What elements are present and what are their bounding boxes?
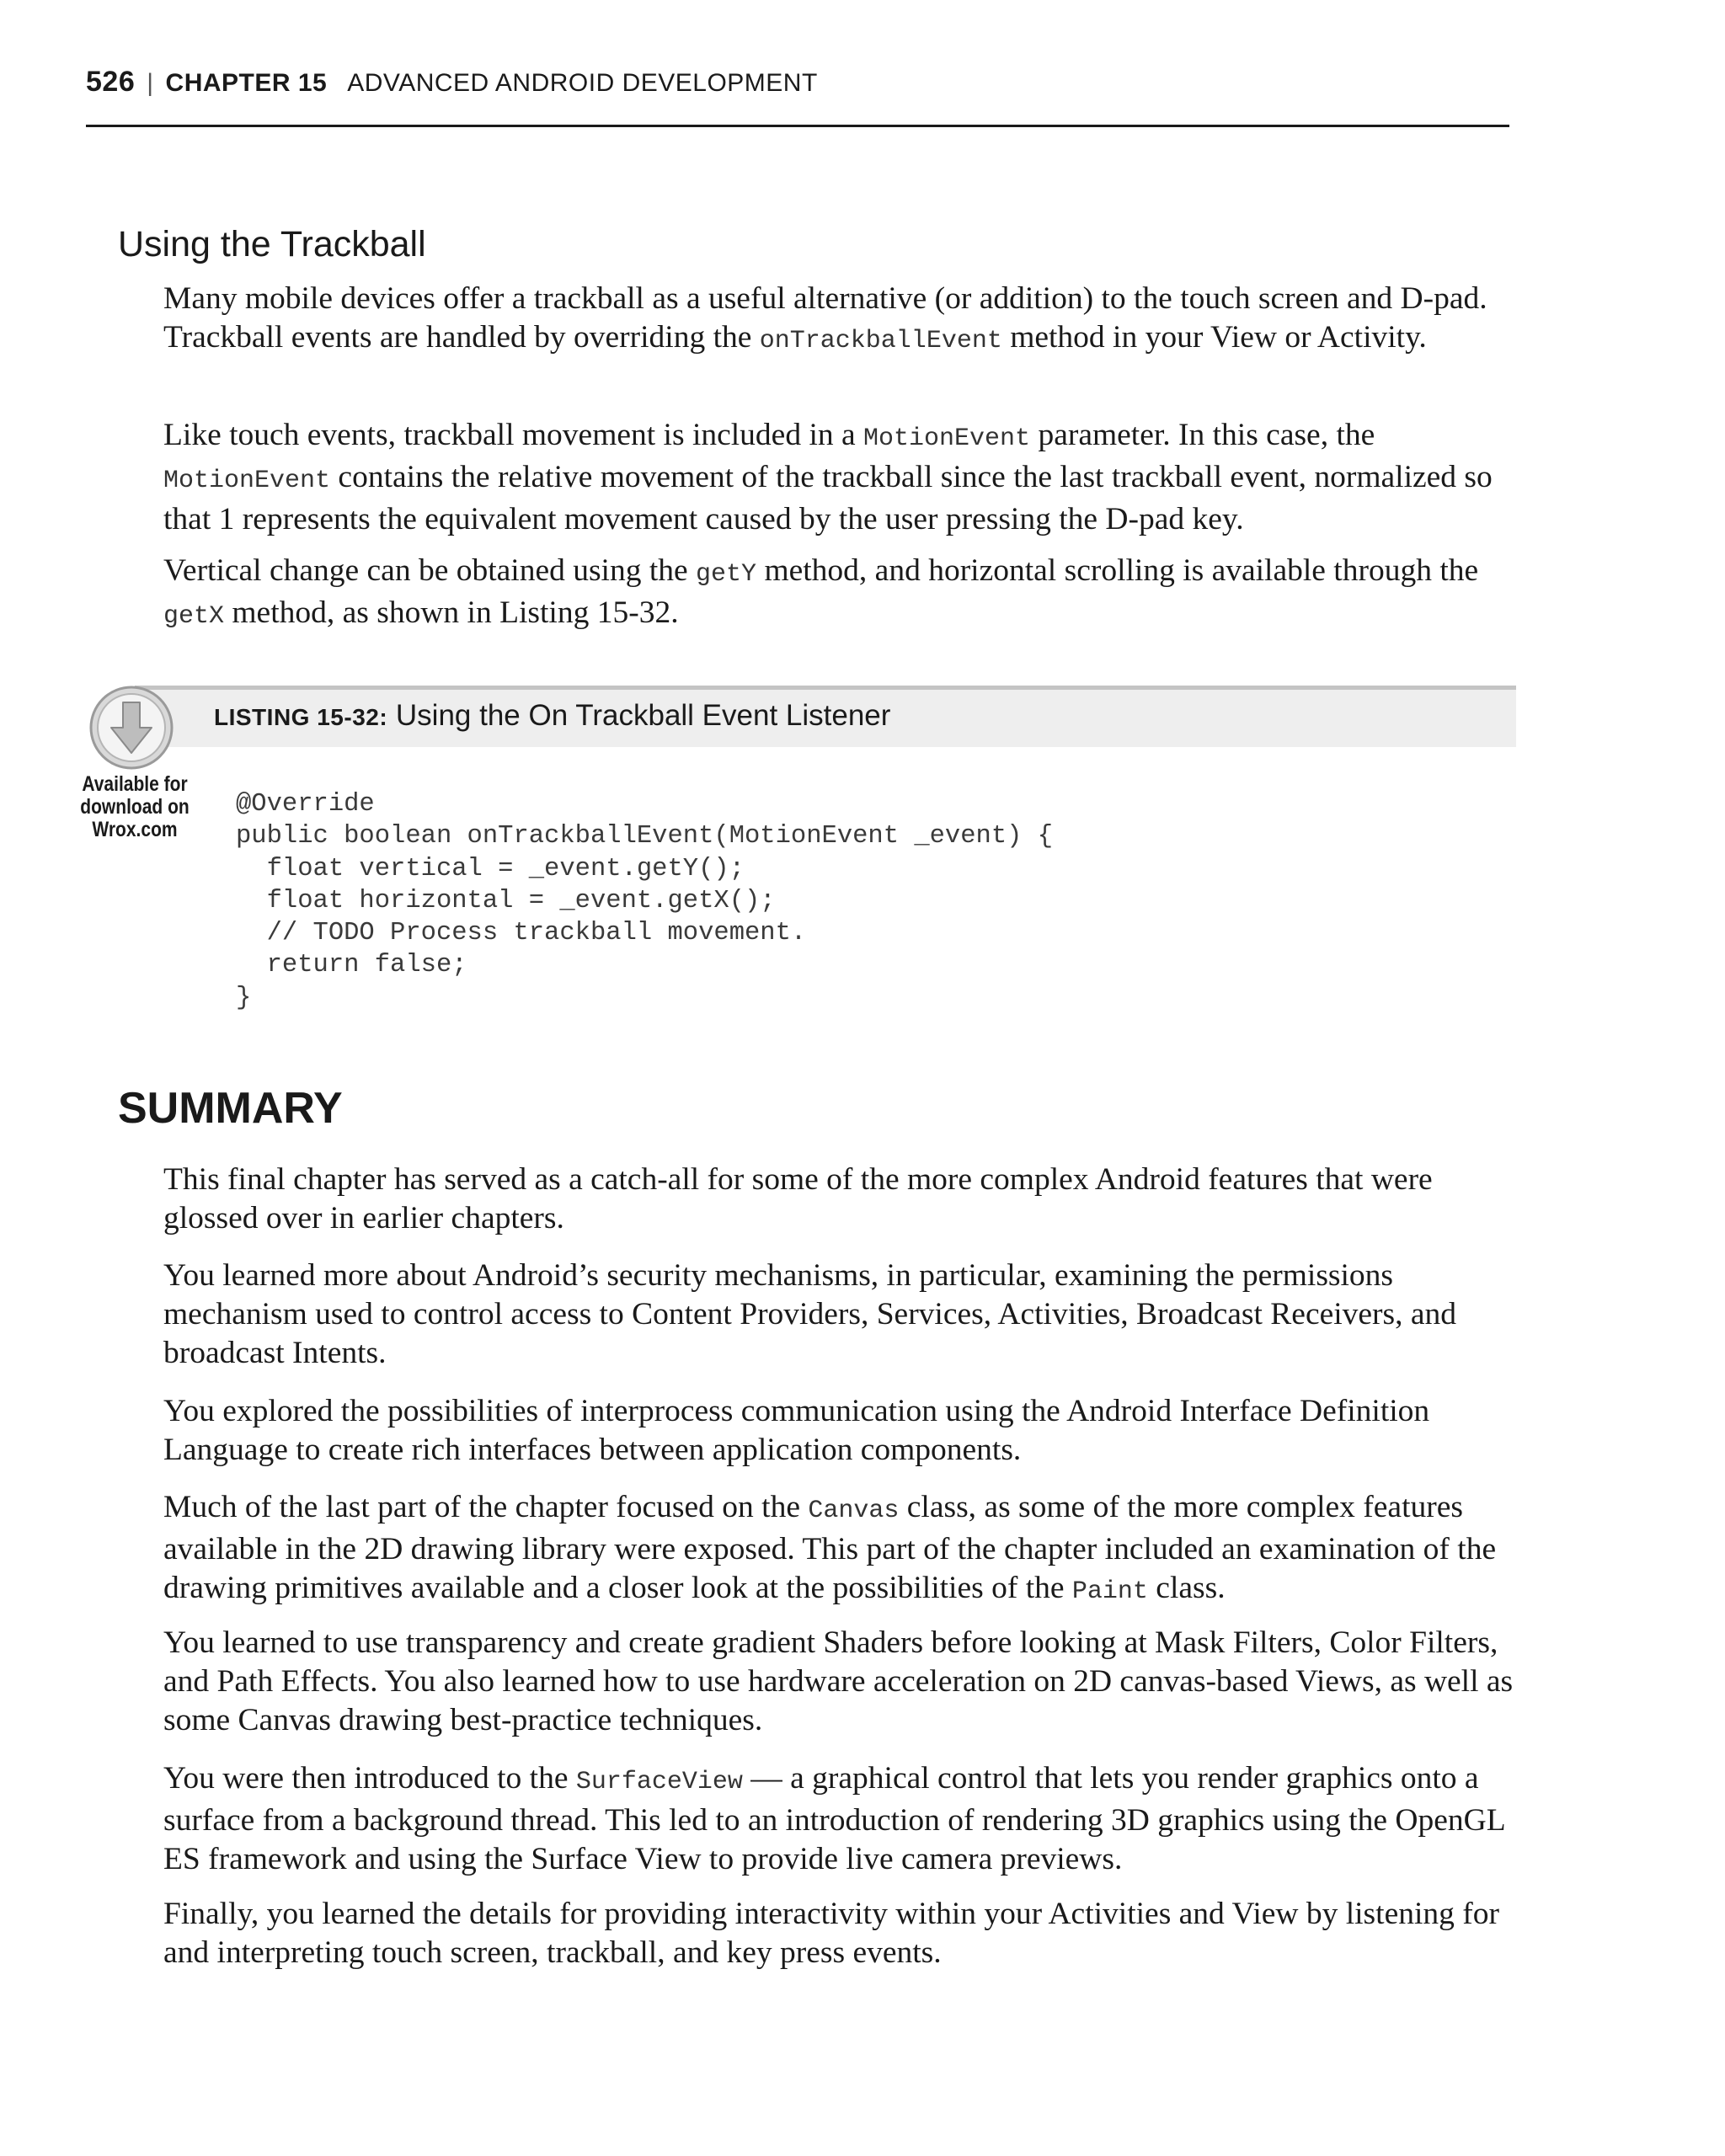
header-rule	[86, 125, 1509, 127]
paragraph: Like touch events, trackball movement is included in a MotionEvent parameter. In this case, the MotionEvent contains the relative movement of the trackball since the last trackball event, normalized so that 1 represents the equivalent movement caused by the user pressing the D-pad key.	[163, 418, 1493, 536]
inline-code: getY	[696, 560, 757, 589]
download-caption[interactable]: Available for download on Wrox.com	[80, 772, 190, 841]
paragraph: Much of the last part of the chapter focused on the Canvas class, as some of the more complex features available in the 2D drawing library were exposed. This part of the chapter included an examination of the drawing primitives available and a closer look at the possibilities of the Paint class.	[163, 1490, 1497, 1606]
inline-code: getX	[163, 602, 225, 631]
paragraph: Many mobile devices offer a trackball as a useful alternative (or addition) to the touch screen and D-pad. Trackball events are handled by overriding the onTrackballEvent method in your View or Activity.	[163, 281, 1487, 355]
running-header	[86, 66, 818, 99]
paragraph: You learned more about Android’s security mechanisms, in particular, examining the permissions mechanism used to control access to Content Providers, Services, Activities, Broadcast Receivers, and broadcast Intents.	[163, 1258, 1457, 1370]
paragraph: This final chapter has served as a catch-all for some of the more complex Android features that were glossed over in earlier chapters.	[163, 1162, 1433, 1235]
inline-code: MotionEvent	[863, 424, 1031, 453]
paragraph: You were then introduced to the SurfaceView — a graphical control that lets you render graphics onto a surface from a background thread. This led to an introduction of rendering 3D graphics using the OpenGL ES framework and using the Surface View to provide live camera previews.	[163, 1761, 1505, 1876]
inline-code: Paint	[1071, 1577, 1148, 1606]
page-number: 526	[86, 66, 136, 98]
section-heading: Using the Trackball	[118, 224, 426, 264]
listing-label: LISTING 15-32:	[214, 704, 388, 730]
paragraph: You explored the possibilities of interprocess communication using the Android Interface Definition Language to create rich interfaces between application components.	[163, 1394, 1430, 1467]
paragraph: You learned to use transparency and create gradient Shaders before looking at Mask Filters, Color Filters, and Path Effects. You also learned how to use hardware acceleration on 2D canvas-based Views, as well as some Canvas drawing best-practice techniques.	[163, 1625, 1514, 1737]
inline-code: SurfaceView	[575, 1768, 743, 1796]
listing-title	[214, 699, 890, 733]
paragraph: Vertical change can be obtained using the getY method, and horizontal scrolling is available through the getX method, as shown in Listing 15-32.	[163, 553, 1479, 631]
chapter-label: CHAPTER 15	[165, 69, 328, 97]
chapter-title: ADVANCED ANDROID DEVELOPMENT	[347, 69, 818, 97]
header-separator: |	[147, 69, 154, 97]
inline-code: onTrackballEvent	[759, 327, 1002, 355]
download-icon[interactable]	[88, 684, 175, 771]
paragraph: Finally, you learned the details for providing interactivity within your Activities and View by listening for and interpreting touch screen, trackball, and key press events.	[163, 1897, 1499, 1970]
inline-code: Canvas	[808, 1497, 900, 1525]
code-listing: @Override public boolean onTrackballEvent(MotionEvent _event) { float vertical = _event.getY(); float horizontal = _event.getX(); // TODO Process trackball movement. return false; }	[236, 790, 1054, 1012]
inline-code: MotionEvent	[163, 467, 331, 495]
summary-heading: SUMMARY	[118, 1084, 343, 1133]
listing-title-text: Using the On Trackball Event Listener	[395, 699, 891, 732]
